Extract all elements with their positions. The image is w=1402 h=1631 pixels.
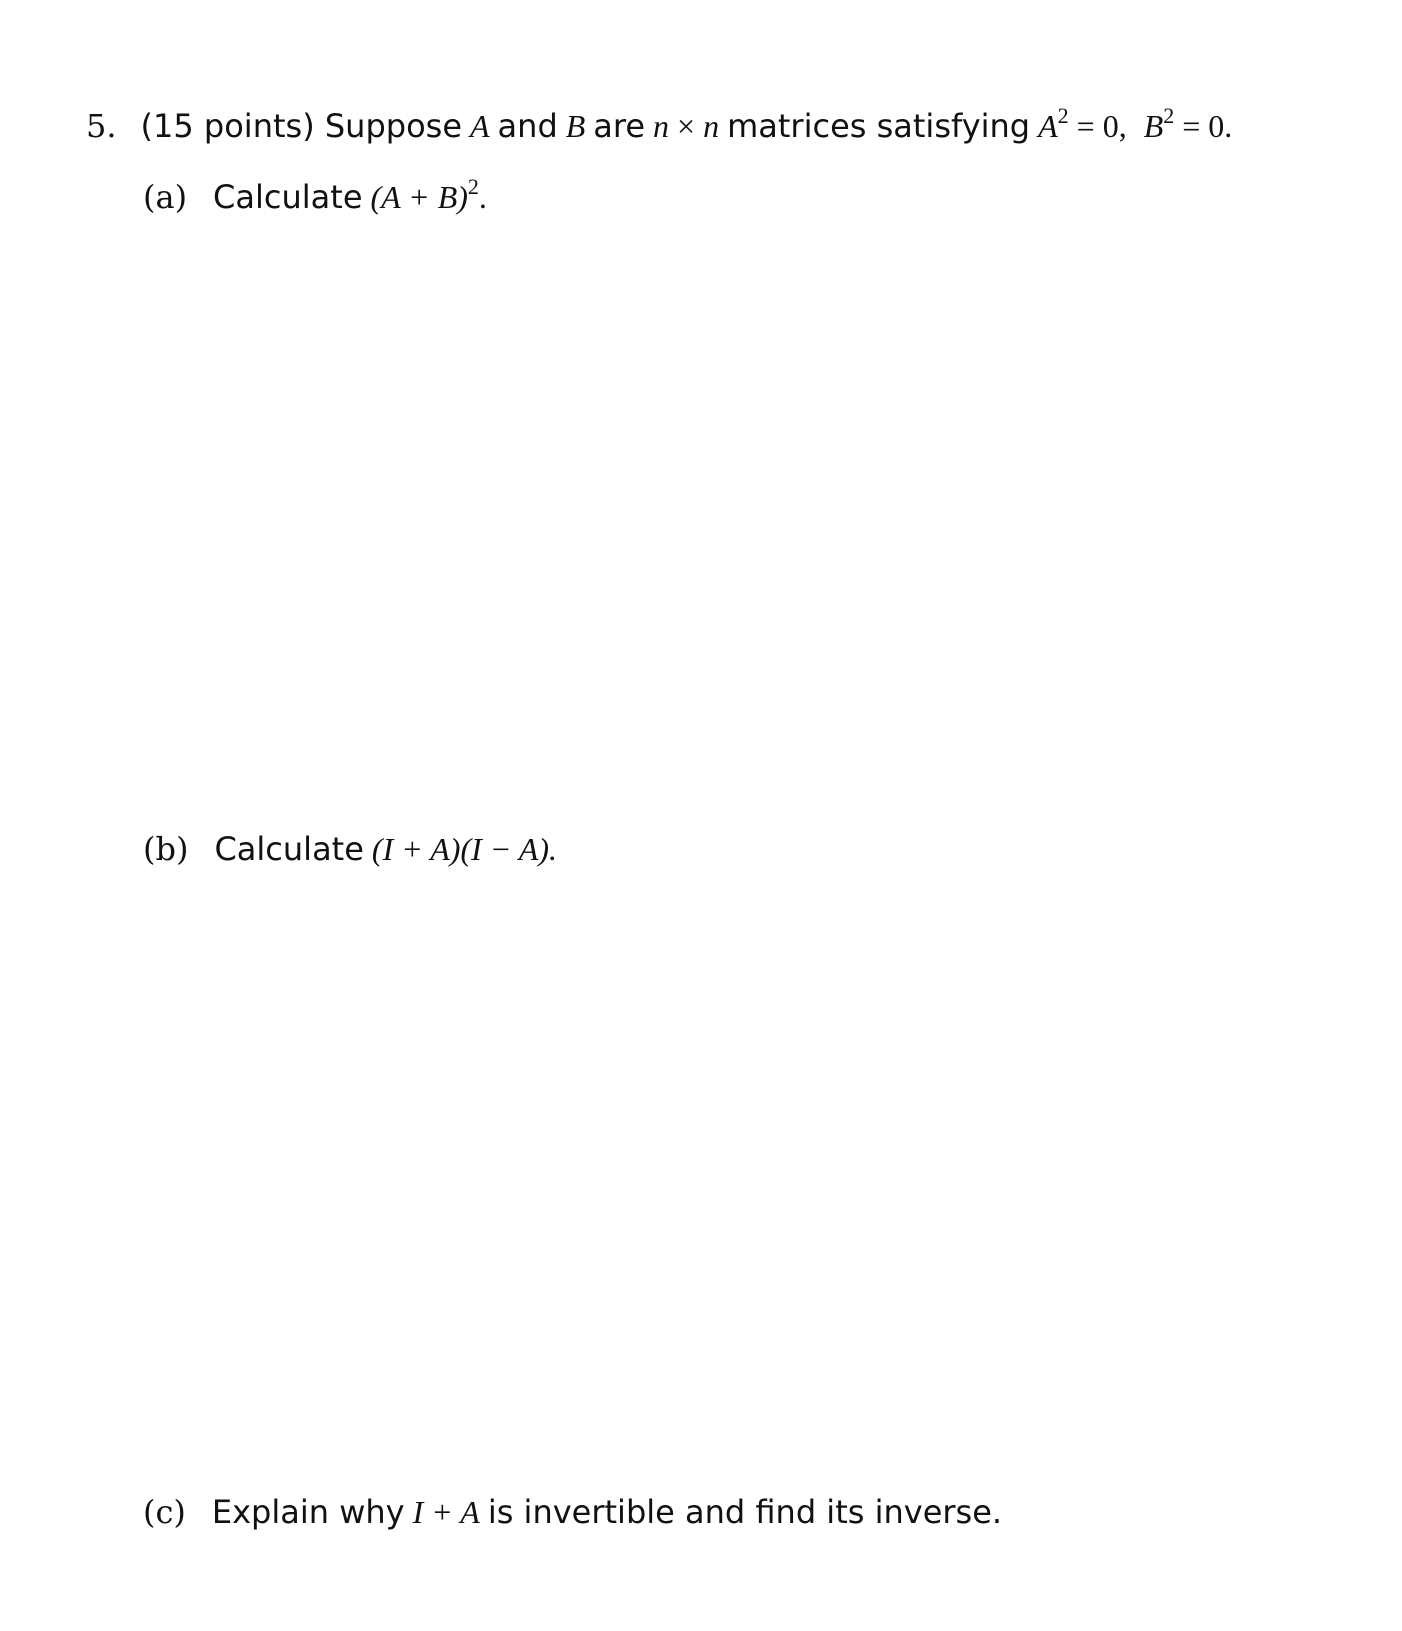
var-b-in-condition: B — [1143, 108, 1164, 144]
part-a — [143, 174, 487, 217]
condition-b-squared — [1143, 103, 1233, 144]
part-a-label: (a) — [143, 178, 188, 216]
var-a-in-condition: A — [1038, 108, 1058, 144]
part-b-text: Calculate — [214, 830, 364, 868]
part-a-exponent: 2 — [467, 174, 479, 199]
exponent: 2 — [1163, 103, 1175, 128]
part-a-text: Calculate — [213, 178, 363, 216]
part-c-text-after: is invertible and find its inverse. — [487, 1493, 1003, 1531]
var-b: B — [565, 108, 586, 144]
var-n: n — [653, 108, 670, 144]
problem-statement — [86, 103, 1233, 146]
part-b-expression: (I + A)(I − A). — [371, 831, 557, 867]
part-c-text-before: Explain why — [211, 1493, 405, 1531]
condition-a-squared — [1038, 103, 1127, 144]
part-c — [143, 1492, 1002, 1532]
word-and: and — [497, 107, 558, 145]
equals-zero-period: = 0. — [1182, 108, 1233, 144]
problem-number: 5. — [86, 107, 117, 145]
exponent: 2 — [1057, 103, 1069, 128]
equals-zero-comma: = 0, — [1076, 108, 1127, 144]
word-matrices-satisfying: matrices satisfying — [727, 107, 1031, 145]
word-are: are — [593, 107, 646, 145]
part-c-label: (c) — [143, 1493, 186, 1531]
times-symbol: × — [677, 108, 696, 144]
part-c-expression: I + A — [412, 1494, 480, 1530]
part-b — [143, 829, 557, 869]
problem-points: (15 points) Suppose — [140, 107, 462, 145]
part-a-expression: (A + B) — [370, 179, 468, 215]
var-n-second: n — [703, 108, 720, 144]
var-a: A — [470, 108, 490, 144]
part-a-period: . — [478, 179, 487, 215]
part-b-label: (b) — [143, 830, 189, 868]
